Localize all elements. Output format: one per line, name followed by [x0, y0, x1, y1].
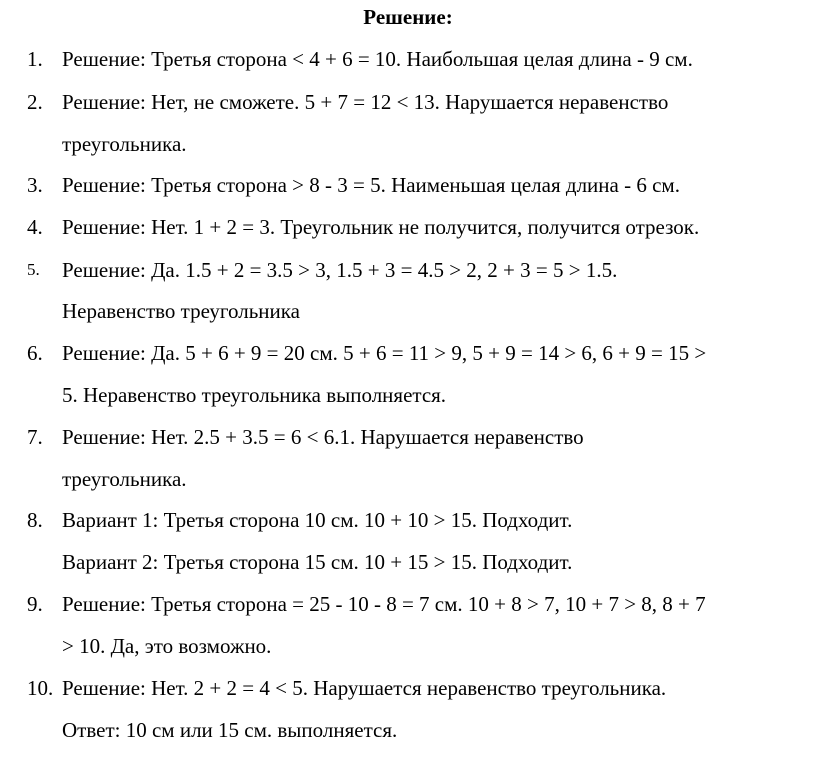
item-10-number: 10. [27, 676, 54, 700]
item-2-line-2: треугольника. [62, 132, 187, 156]
item-7-line-1: Решение: Нет. 2.5 + 3.5 = 6 < 6.1. Нарушается неравенство [62, 425, 584, 449]
item-7-line-2: треугольника. [62, 467, 187, 491]
item-4-line-1: Решение: Нет. 1 + 2 = 3. Треугольник не получится, получится отрезок. [62, 215, 700, 239]
item-5-number: 5. [27, 260, 40, 279]
item-4-number: 4. [27, 215, 43, 239]
item-6-number: 6. [27, 341, 43, 365]
item-7-number: 7. [27, 425, 43, 449]
item-9-line-2: > 10. Да, это возможно. [62, 634, 272, 658]
item-10-line-2: Ответ: 10 см или 15 см. выполняется. [62, 718, 398, 742]
item-3-line-1: Решение: Третья сторона > 8 - 3 = 5. Наименьшая целая длина - 6 см. [62, 173, 680, 197]
item-1-number: 1. [27, 47, 43, 71]
item-2-line-1: Решение: Нет, не сможете. 5 + 7 = 12 < 13. Нарушается неравенство [62, 90, 669, 114]
item-9-line-1: Решение: Третья сторона = 25 - 10 - 8 = 7 см. 10 + 8 > 7, 10 + 7 > 8, 8 + 7 [62, 592, 706, 616]
item-3-number: 3. [27, 173, 43, 197]
item-8-line-2: Вариант 2: Третья сторона 15 см. 10 + 15 > 15. Подходит. [62, 550, 573, 574]
item-1-line-1: Решение: Третья сторона < 4 + 6 = 10. Наибольшая целая длина - 9 см. [62, 47, 693, 71]
page-title: Решение: [363, 5, 453, 29]
item-5-line-2: Неравенство треугольника [62, 299, 300, 323]
item-10-line-1: Решение: Нет. 2 + 2 = 4 < 5. Нарушается неравенство треугольника. [62, 676, 667, 700]
item-2-number: 2. [27, 90, 43, 114]
item-9-number: 9. [27, 592, 43, 616]
item-8-line-1: Вариант 1: Третья сторона 10 см. 10 + 10 > 15. Подходит. [62, 508, 573, 532]
item-6-line-2: 5. Неравенство треугольника выполняется. [62, 383, 447, 407]
item-8-number: 8. [27, 508, 43, 532]
item-5-line-1: Решение: Да. 1.5 + 2 = 3.5 > 3, 1.5 + 3 = 4.5 > 2, 2 + 3 = 5 > 1.5. [62, 258, 618, 282]
item-6-line-1: Решение: Да. 5 + 6 + 9 = 20 см. 5 + 6 = 11 > 9, 5 + 9 = 14 > 6, 6 + 9 = 15 > [62, 341, 707, 365]
